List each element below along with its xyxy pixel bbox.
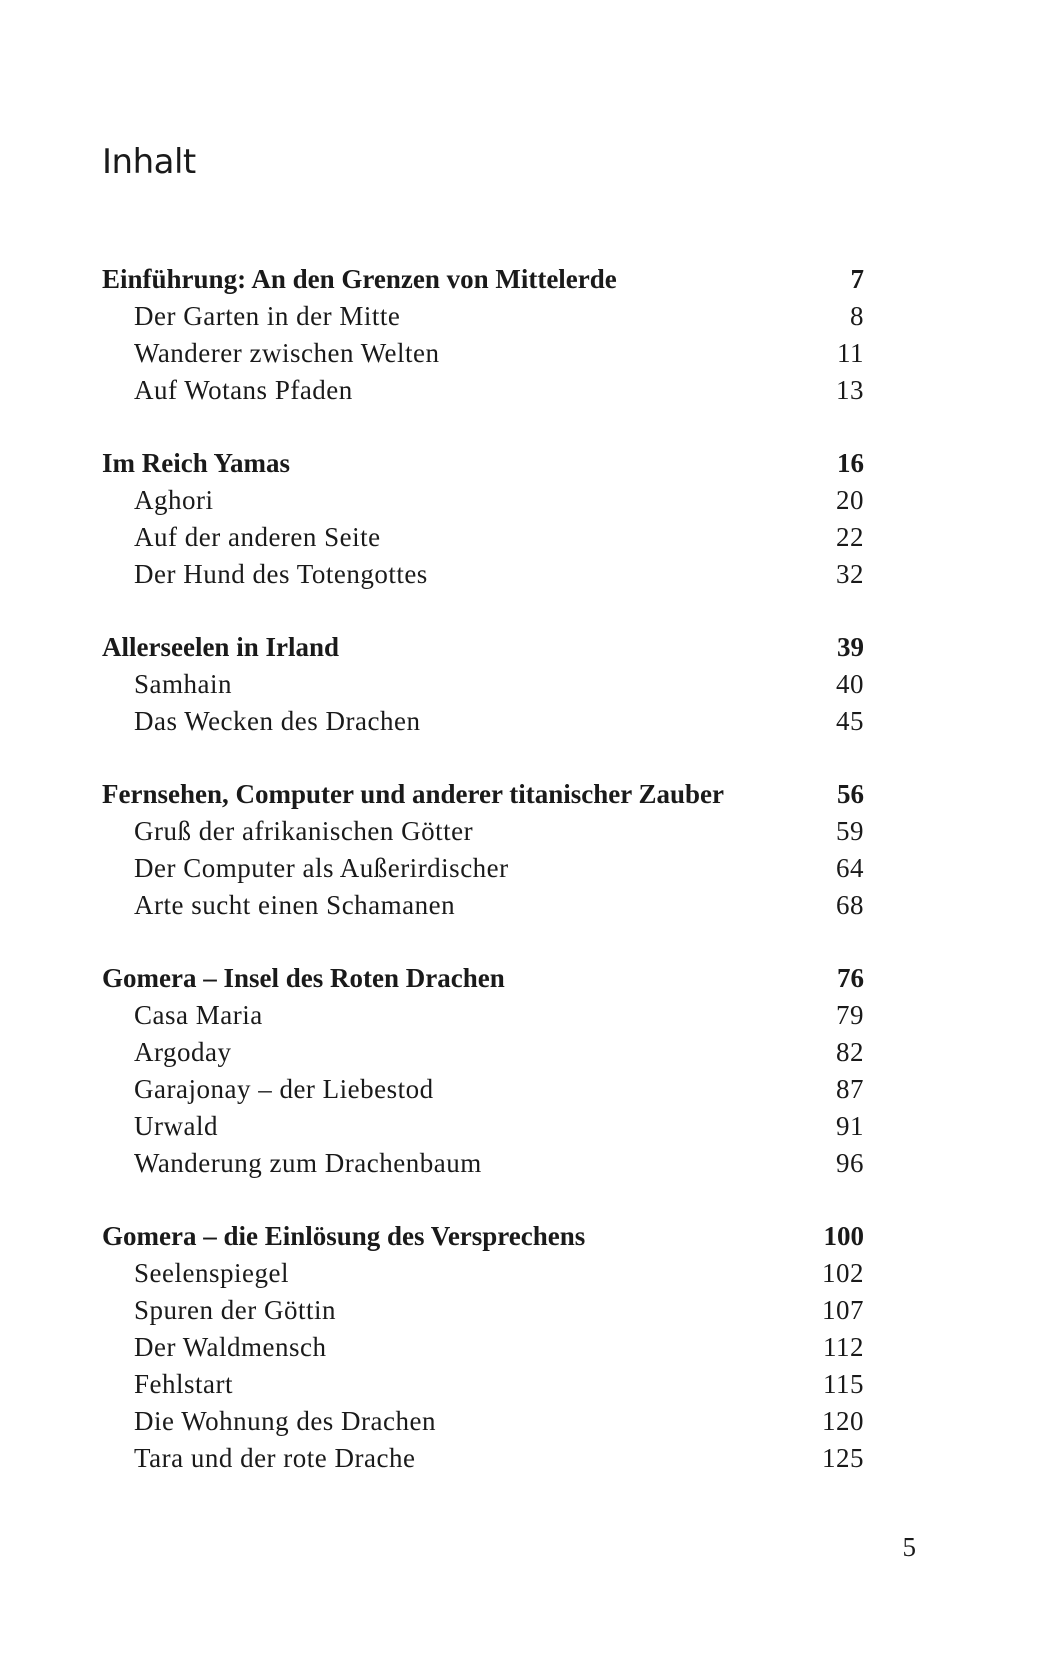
subentry-page-number: 32 bbox=[836, 559, 864, 589]
subentry-title: Auf der anderen Seite bbox=[134, 522, 381, 552]
toc-subentry bbox=[102, 1403, 864, 1440]
subentry-page-number: 40 bbox=[836, 669, 864, 699]
subentry-title: Das Wecken des Drachen bbox=[134, 706, 421, 736]
subentry-page-number: 120 bbox=[822, 1406, 864, 1436]
subentry-title: Die Wohnung des Drachen bbox=[134, 1406, 437, 1436]
toc-subentry bbox=[102, 1255, 864, 1292]
chapter-page-number: 39 bbox=[837, 632, 864, 662]
subentry-title: Auf Wotans Pfaden bbox=[134, 375, 353, 405]
toc-subentry bbox=[102, 1071, 864, 1108]
subentry-page-number: 125 bbox=[822, 1443, 864, 1473]
subentry-page-number: 20 bbox=[836, 485, 864, 515]
toc-chapter-entry bbox=[102, 776, 864, 813]
subentry-page-number: 13 bbox=[836, 375, 864, 405]
toc-subentry bbox=[102, 1366, 864, 1403]
subentry-title: Der Garten in der Mitte bbox=[134, 301, 401, 331]
toc-section bbox=[102, 1218, 864, 1477]
toc-subentry bbox=[102, 813, 864, 850]
toc-chapter-entry bbox=[102, 960, 864, 997]
toc-subentry bbox=[102, 997, 864, 1034]
chapter-page-number: 16 bbox=[837, 448, 864, 478]
chapter-page-number: 76 bbox=[837, 963, 864, 993]
page-title: Inhalt bbox=[102, 142, 196, 182]
subentry-title: Aghori bbox=[134, 485, 214, 515]
toc-section bbox=[102, 445, 864, 593]
subentry-title: Tara und der rote Drache bbox=[134, 1443, 416, 1473]
subentry-page-number: 96 bbox=[836, 1148, 864, 1178]
chapter-title: Einführung: An den Grenzen von Mittelerde bbox=[102, 264, 617, 294]
subentry-title: Argoday bbox=[134, 1037, 232, 1067]
toc-subentry bbox=[102, 666, 864, 703]
toc-subentry bbox=[102, 556, 864, 593]
toc-subentry bbox=[102, 482, 864, 519]
toc-subentry bbox=[102, 887, 864, 924]
chapter-title: Gomera – die Einlösung des Versprechens bbox=[102, 1221, 586, 1251]
toc-chapter-entry bbox=[102, 629, 864, 666]
subentry-page-number: 87 bbox=[836, 1074, 864, 1104]
toc-section bbox=[102, 776, 864, 924]
subentry-page-number: 79 bbox=[836, 1000, 864, 1030]
subentry-title: Wanderung zum Drachenbaum bbox=[134, 1148, 482, 1178]
subentry-title: Casa Maria bbox=[134, 1000, 263, 1030]
subentry-page-number: 112 bbox=[823, 1332, 864, 1362]
chapter-page-number: 56 bbox=[837, 779, 864, 809]
subentry-page-number: 11 bbox=[837, 338, 864, 368]
subentry-title: Der Computer als Außerirdischer bbox=[134, 853, 509, 883]
toc-subentry bbox=[102, 850, 864, 887]
subentry-title: Spuren der Göttin bbox=[134, 1295, 336, 1325]
subentry-page-number: 64 bbox=[836, 853, 864, 883]
toc-subentry bbox=[102, 1329, 864, 1366]
subentry-title: Der Waldmensch bbox=[134, 1332, 327, 1362]
chapter-title: Im Reich Yamas bbox=[102, 448, 290, 478]
toc-subentry bbox=[102, 372, 864, 409]
subentry-page-number: 107 bbox=[822, 1295, 864, 1325]
subentry-page-number: 91 bbox=[836, 1111, 864, 1141]
toc-section bbox=[102, 960, 864, 1182]
subentry-page-number: 82 bbox=[836, 1037, 864, 1067]
toc-subentry bbox=[102, 1034, 864, 1071]
toc-subentry bbox=[102, 703, 864, 740]
subentry-title: Arte sucht einen Schamanen bbox=[134, 890, 456, 920]
toc-subentry bbox=[102, 1440, 864, 1477]
toc-subentry bbox=[102, 335, 864, 372]
subentry-page-number: 115 bbox=[823, 1369, 864, 1399]
subentry-title: Samhain bbox=[134, 669, 232, 699]
subentry-title: Urwald bbox=[134, 1111, 218, 1141]
toc-subentry bbox=[102, 1145, 864, 1182]
subentry-page-number: 8 bbox=[850, 301, 864, 331]
toc-chapter-entry bbox=[102, 261, 864, 298]
subentry-title: Garajonay – der Liebestod bbox=[134, 1074, 434, 1104]
subentry-title: Wanderer zwischen Welten bbox=[134, 338, 440, 368]
page-number: 5 bbox=[902, 1532, 916, 1562]
chapter-title: Fernsehen, Computer und anderer titanischer Zauber bbox=[102, 779, 725, 809]
subentry-page-number: 59 bbox=[836, 816, 864, 846]
toc-chapter-entry bbox=[102, 1218, 864, 1255]
toc-subentry bbox=[102, 519, 864, 556]
chapter-title: Allerseelen in Irland bbox=[102, 632, 339, 662]
subentry-page-number: 102 bbox=[822, 1258, 864, 1288]
subentry-page-number: 45 bbox=[836, 706, 864, 736]
subentry-title: Gruß der afrikanischen Götter bbox=[134, 816, 474, 846]
toc-section bbox=[102, 261, 864, 409]
toc-subentry bbox=[102, 1108, 864, 1145]
chapter-page-number: 100 bbox=[823, 1221, 864, 1251]
chapter-page-number: 7 bbox=[850, 264, 864, 294]
toc-subentry bbox=[102, 298, 864, 335]
toc-chapter-entry bbox=[102, 445, 864, 482]
toc-section bbox=[102, 629, 864, 740]
subentry-page-number: 22 bbox=[836, 522, 864, 552]
subentry-title: Fehlstart bbox=[134, 1369, 233, 1399]
toc-subentry bbox=[102, 1292, 864, 1329]
chapter-title: Gomera – Insel des Roten Drachen bbox=[102, 963, 505, 993]
table-of-contents bbox=[102, 261, 864, 1513]
subentry-title: Seelenspiegel bbox=[134, 1258, 289, 1288]
subentry-page-number: 68 bbox=[836, 890, 864, 920]
subentry-title: Der Hund des Totengottes bbox=[134, 559, 428, 589]
